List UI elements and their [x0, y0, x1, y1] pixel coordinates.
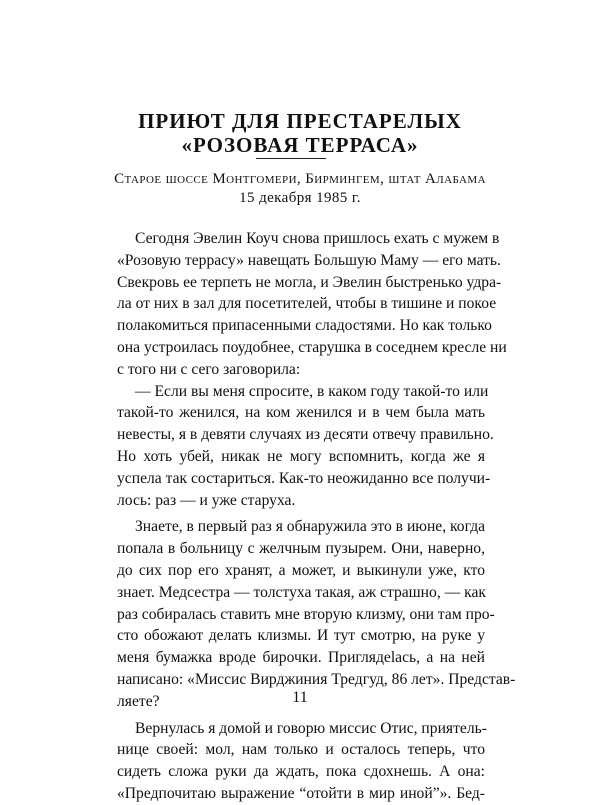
- text-line: успела так состариться. Как-то неожиданно все получи-: [117, 469, 491, 487]
- text-line: нице своей: мол, нам только и осталось теперь, что: [117, 741, 485, 759]
- text-line: ла от них в зал для посетителей, чтобы в тишине и покое: [117, 295, 497, 313]
- body-text: [117, 228, 516, 805]
- chapter-location: Старое шоссе Монтгомери, Бирмингем, штат Алабама: [114, 171, 486, 187]
- paragraph-4: [117, 718, 485, 805]
- text-line: Свекровь ее терпеть не могла, и Эвелин быстренько удра-: [117, 273, 502, 291]
- paragraph-3: [117, 516, 516, 712]
- text-line: — Если вы меня спросите, в каком году такой-то или: [135, 382, 489, 400]
- text-line: ляете?: [117, 692, 160, 710]
- text-line: сидеть сложа руки да ждать, пока сдохнешь. А она:: [117, 763, 485, 781]
- text-line: раз собиралась ставить мне вторую клизму, они там про-: [117, 605, 495, 623]
- paragraph-2: [117, 381, 494, 512]
- text-line: попала в больницу с желчным пузырем. Они, наверно,: [117, 540, 485, 558]
- text-line: до сих пор его хранят, а может, и выкинули уже, кто: [117, 561, 485, 579]
- text-line: Сегодня Эвелин Коуч снова пришлось ехать с мужем в: [135, 230, 500, 247]
- text-line: лось: раз — и уже старуха.: [117, 491, 296, 509]
- text-line: невесты, я в девяти случаях из десяти отвечу правильно.: [117, 426, 494, 444]
- chapter-title-line-1: ПРИЮТ ДЛЯ ПРЕСТАРЕЛЫХ: [138, 109, 462, 133]
- text-line: «Предпочитаю выражение “отойти в мир иной”». Бед-: [117, 784, 485, 802]
- text-line: такой-то женился, на ком женился и в чем была мать: [117, 404, 485, 422]
- text-line: Вернулась я домой и говорю миссис Отис, приятель-: [135, 719, 487, 737]
- text-line: она устроилась поудобнее, старушка в соседнем кресле ни: [117, 338, 507, 356]
- text-line: меня бумажка вроде бирочки. Приглядelась, а на ней: [117, 649, 485, 667]
- text-line: написано: «Миссис Вирджиния Тредгуд, 86 лет». Представ-: [117, 670, 516, 688]
- text-line: полакомиться припасенными сладостями. Но как только: [117, 317, 492, 335]
- title-divider: [256, 158, 326, 159]
- text-line: «Розовую террасу» навещать Большую Маму — его мать.: [117, 251, 501, 269]
- page-number: 11: [292, 689, 308, 706]
- text-line: Знаете, в первый раз я обнаружила это в июне, когда: [135, 518, 486, 536]
- text-line: с того ни с сего заговорила:: [117, 360, 301, 378]
- text-line: знает. Медсестра — толстуха такая, аж страшно, — как: [117, 583, 486, 601]
- text-line: Но хоть убей, никак не могу вспомнить, когда же я: [117, 447, 485, 465]
- chapter-date: 15 декабря 1985 г.: [239, 190, 361, 206]
- paragraph-1: [117, 228, 507, 381]
- text-line: сто обожают делать клизмы. И тут смотрю, на руке у: [117, 627, 485, 645]
- chapter-title-line-2: «РОЗОВАЯ ТЕРРАСА»: [181, 133, 419, 157]
